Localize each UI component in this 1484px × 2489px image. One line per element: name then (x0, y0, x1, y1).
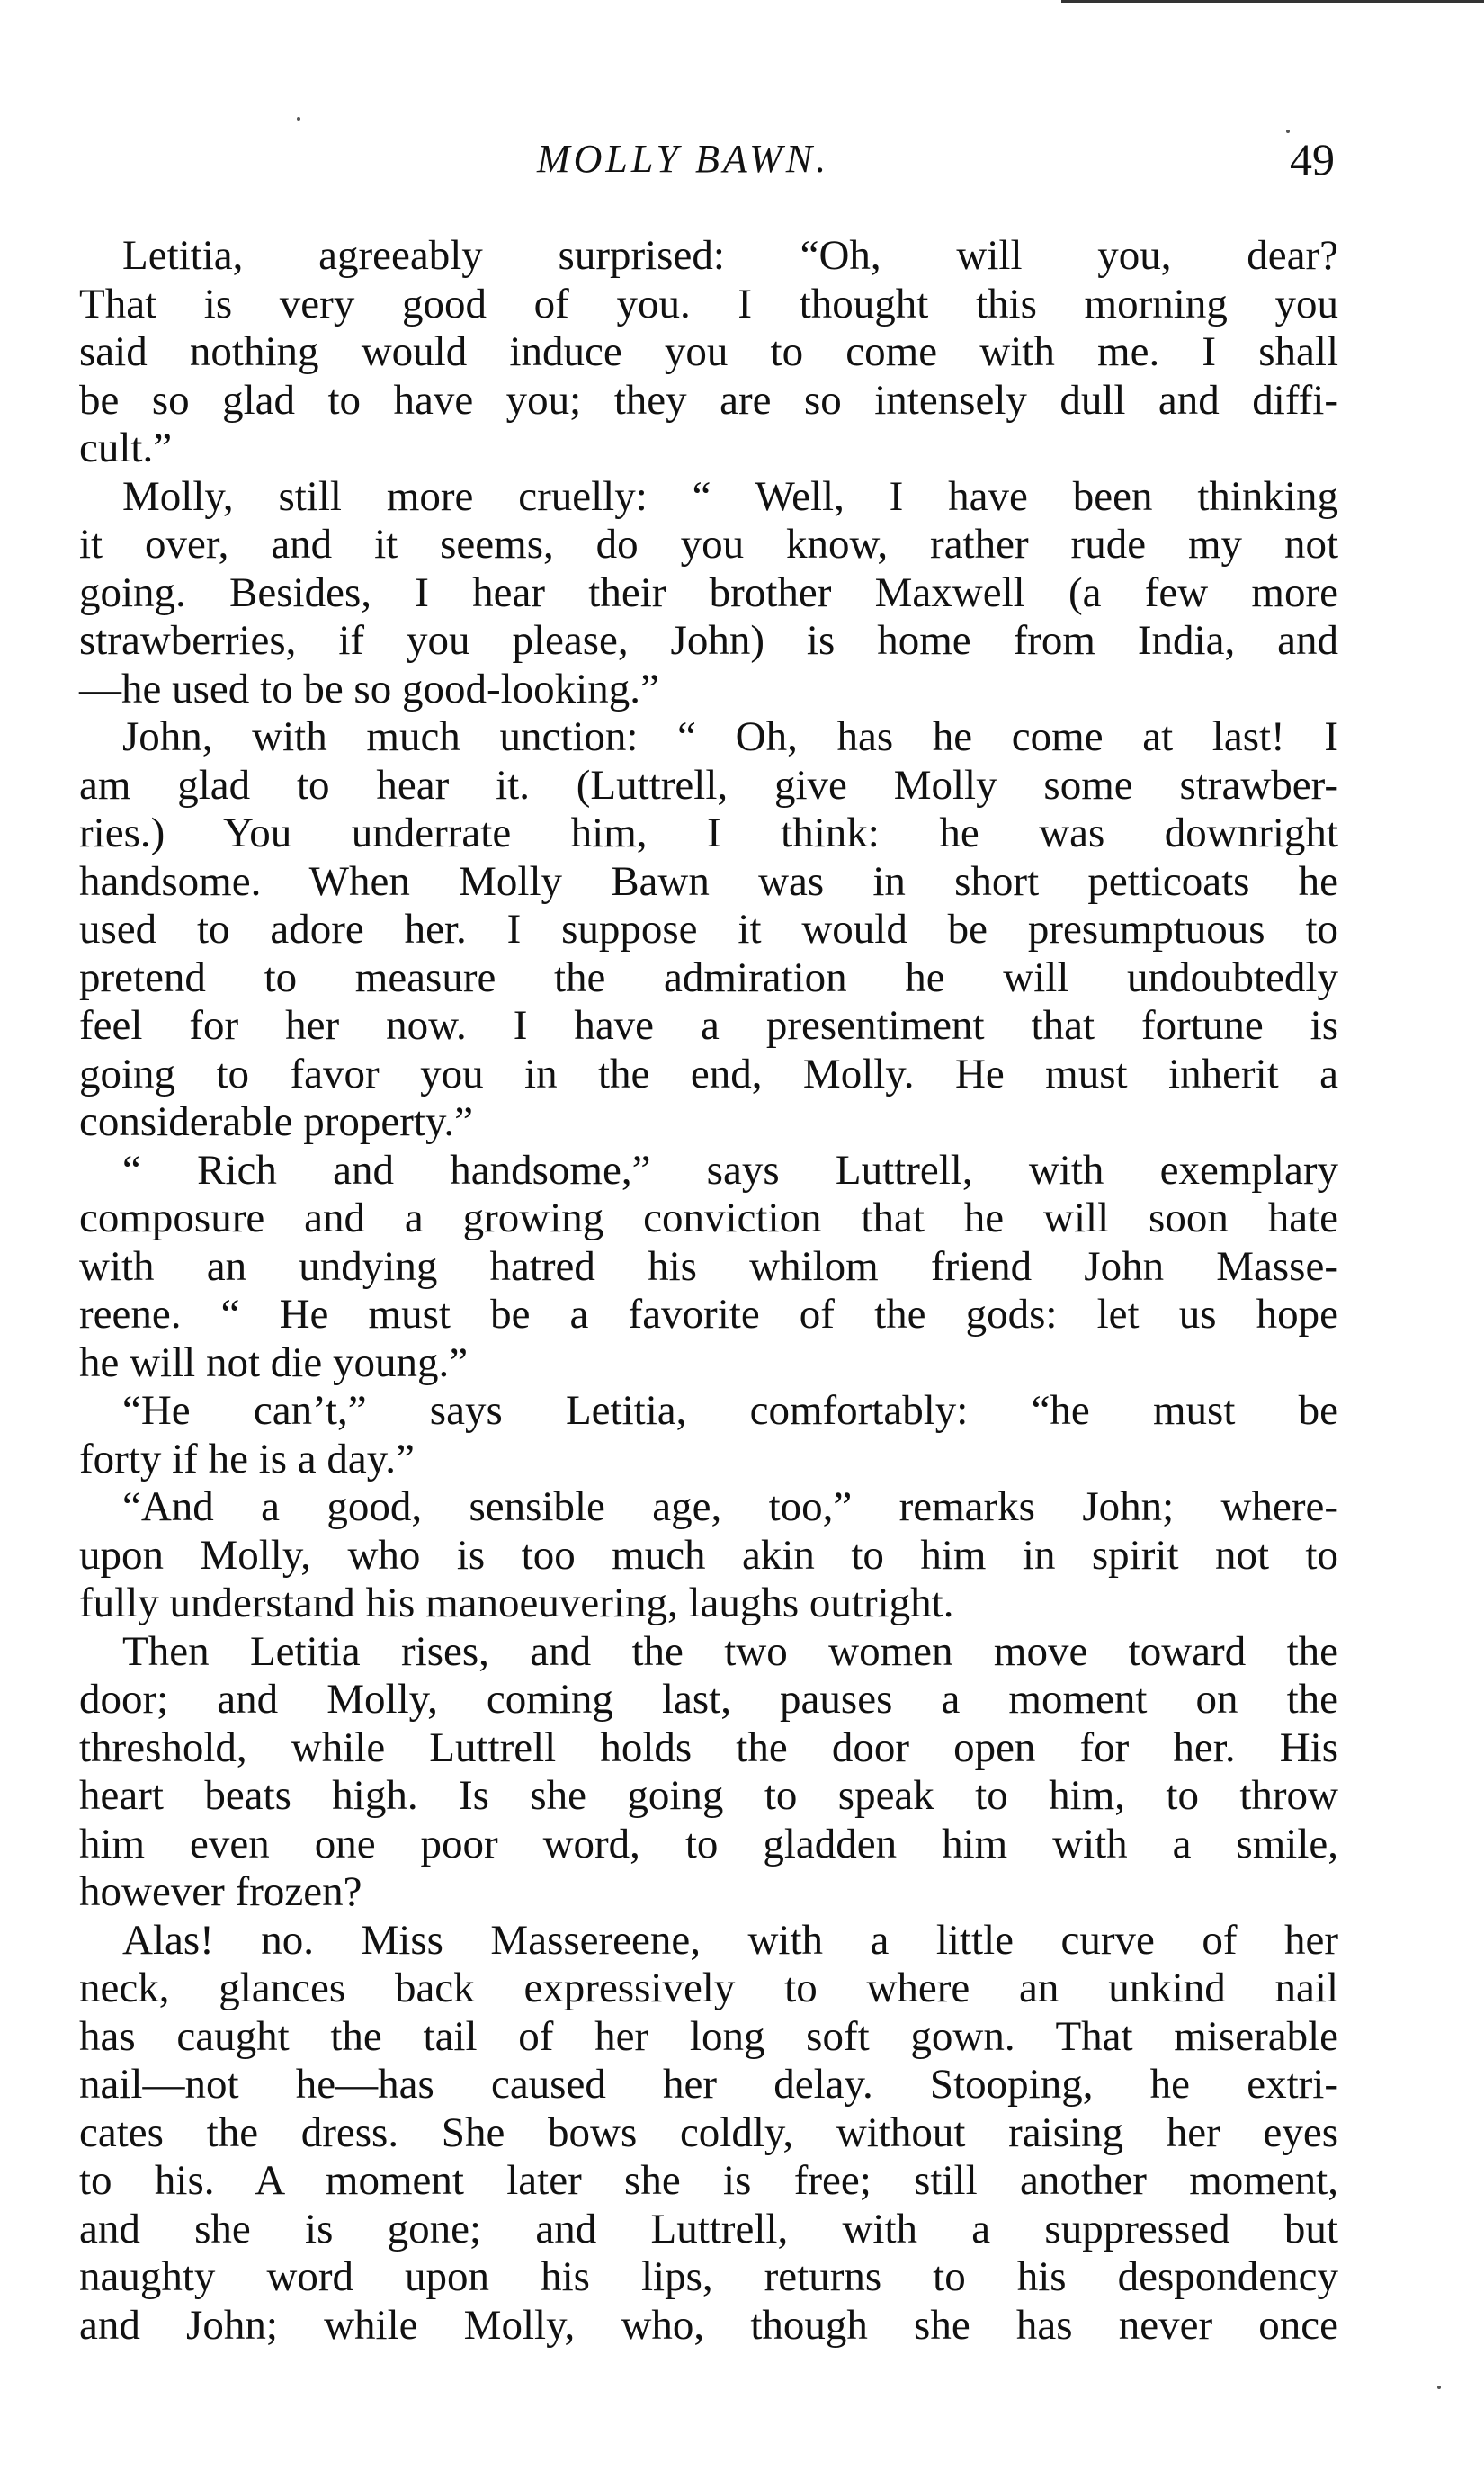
text-line: with an undying hatred his whilom friend John Masse- (79, 1242, 1338, 1290)
running-head (0, 128, 1484, 191)
text-line: Then Letitia rises, and the two women move toward the (122, 1627, 1338, 1675)
text-line: heart beats high. Is she going to speak to him, to throw (79, 1772, 1338, 1819)
text-line: neck, glances back expressively to where an unkind nail (79, 1965, 1338, 2011)
text-line: he will not die young.” (79, 1339, 469, 1386)
text-line: said nothing would induce you to come with me. I shall (79, 328, 1338, 375)
running-title: MOLLY BAWN. (537, 137, 830, 181)
text-line: forty if he is a day.” (79, 1435, 415, 1482)
print-speck (1286, 130, 1290, 133)
text-line: nail—not he—has caused her delay. Stooping, he extri- (79, 2061, 1338, 2108)
text-line: be so glad to have you; they are so intensely dull and diffi- (79, 376, 1338, 424)
text-line: Letitia, agreeably surprised: “Oh, will you, dear? (122, 232, 1338, 279)
text-line: pretend to measure the admiration he will undoubtedly (79, 954, 1338, 1001)
text-line: John, with much unction: “ Oh, has he come at last! I (122, 713, 1338, 760)
text-line: Molly, still more cruelly: “ Well, I have been thinking (122, 472, 1338, 520)
text-line: going. Besides, I hear their brother Maxwell (a few more (79, 569, 1338, 616)
text-line: handsome. When Molly Bawn was in short petticoats he (79, 857, 1338, 905)
text-line: him even one poor word, to gladden him with a smile, (79, 1820, 1338, 1867)
text-line: “And a good, sensible age, too,” remarks John; where- (122, 1483, 1338, 1530)
text-line: upon Molly, who is too much akin to him in spirit not to (79, 1531, 1338, 1579)
text-line: has caught the tail of her long soft gown. That miserable (79, 2012, 1338, 2060)
text-line: going to favor you in the end, Molly. He must inherit a (79, 1050, 1338, 1097)
text-line: threshold, while Luttrell holds the door open for her. His (79, 1723, 1338, 1771)
text-line: “He can’t,” says Letitia, comfortably: “he must be (122, 1387, 1338, 1434)
text-line: cult.” (79, 425, 173, 471)
text-line: am glad to hear it. (Luttrell, give Molly some strawber- (79, 761, 1338, 809)
text-line: it over, and it seems, do you know, rather rude my not (79, 521, 1338, 568)
text-line: fully understand his manoeuvering, laughs outright. (79, 1580, 954, 1626)
text-line: cates the dress. She bows coldly, without raising her eyes (79, 2108, 1338, 2156)
text-line: Alas! no. Miss Massereene, with a little curve of her (122, 1916, 1338, 1964)
text-line: That is very good of you. I thought this morning you (79, 280, 1338, 327)
print-speck (297, 117, 300, 121)
text-line: reene. “ He must be a favorite of the gods: let us hope (79, 1291, 1338, 1338)
text-line: composure and a growing conviction that he will soon hate (79, 1195, 1338, 1241)
text-line: “ Rich and handsome,” says Luttrell, with exemplary (122, 1146, 1338, 1194)
text-line: to his. A moment later she is free; still another moment, (79, 2157, 1338, 2204)
text-line: and John; while Molly, who, though she has never once (79, 2301, 1338, 2349)
text-line: and she is gone; and Luttrell, with a suppressed but (79, 2205, 1338, 2252)
text-line: used to adore her. I suppose it would be presumptuous to (79, 906, 1338, 953)
text-line: considerable property.” (79, 1098, 474, 1145)
text-line: strawberries, if you please, John) is home from India, and (79, 617, 1338, 664)
text-line: feel for her now. I have a presentiment that fortune is (79, 1002, 1338, 1049)
page-number: 49 (1290, 134, 1335, 184)
text-line: —he used to be so good-looking.” (79, 665, 659, 712)
text-line: naughty word upon his lips, returns to his despondency (79, 2253, 1338, 2300)
text-line: however frozen? (79, 1868, 362, 1915)
print-speck (1437, 2386, 1441, 2389)
body-text (79, 232, 1338, 2350)
text-line: ries.) You underrate him, I think: he was downright (79, 810, 1338, 856)
text-line: door; and Molly, coming last, pauses a moment on the (79, 1676, 1338, 1723)
top-rule (1061, 0, 1484, 3)
